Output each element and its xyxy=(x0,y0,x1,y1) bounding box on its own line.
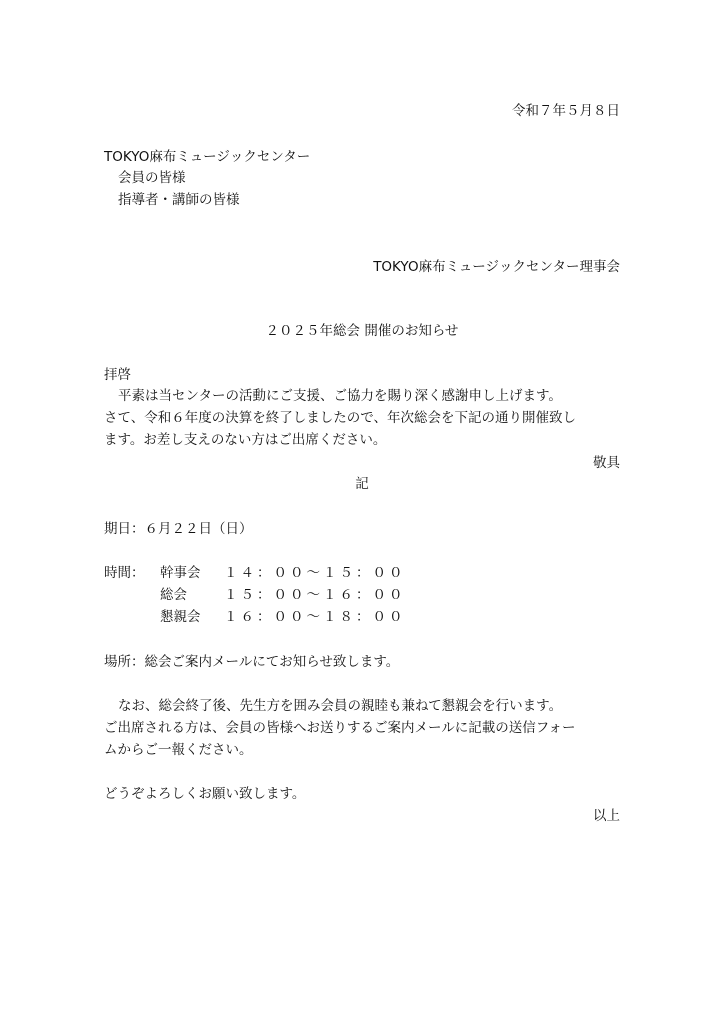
opening-greeting: 拝啓 xyxy=(104,367,131,383)
body-line-2: さて、令和６年度の決算を終了しましたので、年次総会を下記の通り開催致し xyxy=(104,410,576,426)
schedule-range: １４：００～１５：００ xyxy=(224,565,406,581)
regards: どうぞよろしくお願い致します。 xyxy=(104,786,306,802)
letter-title: ２０２５年総会 開催のお知らせ xyxy=(265,323,459,339)
schedule-range: １６：００～１８：００ xyxy=(224,609,406,625)
ki-heading: 記 xyxy=(355,476,369,492)
event-date: 期日：６月２２日（日） xyxy=(104,521,253,537)
note-line-3: ムからご一報ください。 xyxy=(104,742,253,758)
note-line-1: なお、総会終了後、先生方を囲み会員の親睦も兼ねて懇親会を行います。 xyxy=(118,698,563,714)
recipient-members: 会員の皆様 xyxy=(118,170,186,186)
body-line-1: 平素は当センターの活動にご支援、ご協力を賜り深く感謝申し上げます。 xyxy=(118,388,562,404)
time-label: 時間： xyxy=(104,565,145,581)
note-line-2: ご出席される方は、会員の皆様へお送りするご案内メールに記載の送信フォー xyxy=(104,720,576,736)
closing-greeting: 敬具 xyxy=(593,455,620,471)
recipient-org: TOKYO麻布ミュージックセンター xyxy=(104,149,311,165)
end-mark: 以上 xyxy=(593,808,620,824)
schedule-name: 懇親会 xyxy=(160,609,201,625)
schedule-name: 幹事会 xyxy=(160,565,201,581)
sender: TOKYO麻布ミュージックセンター理事会 xyxy=(373,259,620,275)
body-line-3: ます。お差し支えのない方はご出席ください。 xyxy=(104,432,387,448)
letter-date: 令和７年５月８日 xyxy=(512,103,620,119)
schedule-name: 総会 xyxy=(160,587,187,603)
recipient-instructors: 指導者・講師の皆様 xyxy=(118,192,240,208)
event-place: 場所：総会ご案内メールにてお知らせ致します。 xyxy=(104,654,400,670)
schedule-range: １５：００～１６：００ xyxy=(224,587,406,603)
